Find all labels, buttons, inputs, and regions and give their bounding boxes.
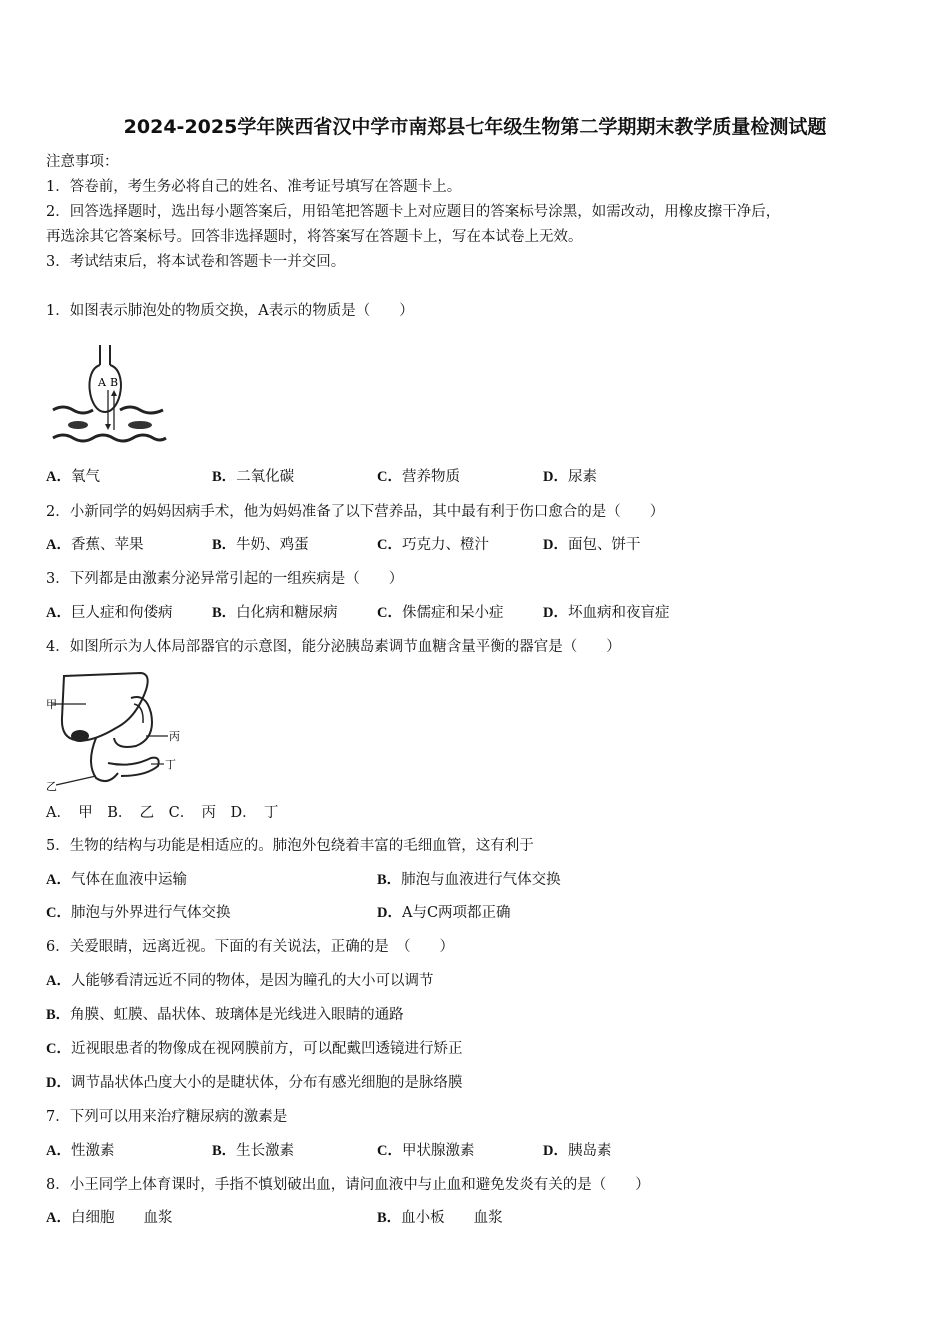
option-a[interactable]: A．巨人症和佝偻病 <box>46 605 173 621</box>
option-c[interactable]: C．甲状腺激素 <box>377 1143 475 1159</box>
option-b[interactable]: B．白化病和糖尿病 <box>212 605 338 621</box>
alveolus-figure <box>48 340 178 450</box>
option-d[interactable]: D．坏血病和夜盲症 <box>543 605 670 621</box>
option-a[interactable]: A．白细胞 血浆 <box>46 1210 173 1226</box>
option-b[interactable]: B．生长激素 <box>212 1143 295 1159</box>
question-3-stem: 3．下列都是由激素分泌异常引起的一组疾病是（ ） <box>46 571 404 587</box>
label-yi: 乙 <box>46 780 57 793</box>
question-1-stem: 1．如图表示肺泡处的物质交换，A表示的物质是（ ） <box>46 303 414 319</box>
notice-item: 再选涂其它答案标号。回答非选择题时，将答案写在答题卡上，写在本试卷上无效。 <box>46 229 583 245</box>
option-c[interactable]: C．营养物质 <box>377 469 460 485</box>
question-5-stem: 5．生物的结构与功能是相适应的。肺泡外包绕着丰富的毛细血管，这有利于 <box>46 838 534 854</box>
option-d[interactable]: D．尿素 <box>543 469 597 485</box>
label-jia: 甲 <box>46 698 57 711</box>
label-bing: 丙 <box>169 730 180 743</box>
figure-label-b: B <box>110 376 119 389</box>
question-6-stem: 6．关爱眼睛，远离近视。下面的有关说法，正确的是 （ ） <box>46 939 454 955</box>
option-b[interactable]: B．血小板 血浆 <box>377 1210 503 1226</box>
question-4-options[interactable]: A． 甲 B． 乙 C． 丙 D． 丁 <box>46 805 279 821</box>
option-a[interactable]: A．性激素 <box>46 1143 115 1159</box>
question-4-stem: 4．如图所示为人体局部器官的示意图，能分泌胰岛素调节血糖含量平衡的器官是（ ） <box>46 639 621 655</box>
option-b[interactable]: B．牛奶、鸡蛋 <box>212 537 309 553</box>
option-d[interactable]: D．调节晶状体凸度大小的是睫状体，分布有感光细胞的是脉络膜 <box>46 1075 463 1091</box>
question-7-stem: 7．下列可以用来治疗糖尿病的激素是 <box>46 1109 288 1125</box>
option-a[interactable]: A．人能够看清远近不同的物体，是因为瞳孔的大小可以调节 <box>46 973 434 989</box>
option-b[interactable]: B．肺泡与血液进行气体交换 <box>377 872 561 888</box>
question-2-stem: 2．小新同学的妈妈因病手术，他为妈妈准备了以下营养品，其中最有利于伤口愈合的是（ ） <box>46 504 665 520</box>
option-a[interactable]: A．氧气 <box>46 469 100 485</box>
notice-item: 3．考试结束后，将本试卷和答题卡一并交回。 <box>46 254 346 270</box>
organs-figure <box>46 668 186 796</box>
option-c[interactable]: C．近视眼患者的物像成在视网膜前方，可以配戴凹透镜进行矫正 <box>46 1041 463 1057</box>
option-c[interactable]: C．肺泡与外界进行气体交换 <box>46 905 231 921</box>
option-d[interactable]: D．A与C两项都正确 <box>377 905 511 921</box>
notice-item: 1．答卷前，考生务必将自己的姓名、准考证号填写在答题卡上。 <box>46 179 462 195</box>
notice-heading: 注意事项： <box>46 154 119 170</box>
notice-item: 2．回答选择题时，选出每小题答案后，用铅笔把答题卡上对应题目的答案标号涂黑，如需改动，用橡皮擦干净后， <box>46 204 781 220</box>
option-a[interactable]: A．气体在血液中运输 <box>46 872 187 888</box>
question-8-stem: 8．小王同学上体育课时，手指不慎划破出血，请问血液中与止血和避免发炎有关的是（ ） <box>46 1177 650 1193</box>
figure-label-a: A <box>98 376 106 389</box>
option-a[interactable]: A．香蕉、苹果 <box>46 537 144 553</box>
option-b[interactable]: B．角膜、虹膜、晶状体、玻璃体是光线进入眼睛的通路 <box>46 1007 404 1023</box>
option-d[interactable]: D．胰岛素 <box>543 1143 612 1159</box>
label-ding: 丁 <box>165 758 176 771</box>
option-c[interactable]: C．巧克力、橙汁 <box>377 537 489 553</box>
option-d[interactable]: D．面包、饼干 <box>543 537 641 553</box>
exam-title: 2024-2025学年陕西省汉中学市南郑县七年级生物第二学期期末教学质量检测试题 <box>123 116 827 138</box>
option-c[interactable]: C．侏儒症和呆小症 <box>377 605 504 621</box>
option-b[interactable]: B．二氧化碳 <box>212 469 295 485</box>
